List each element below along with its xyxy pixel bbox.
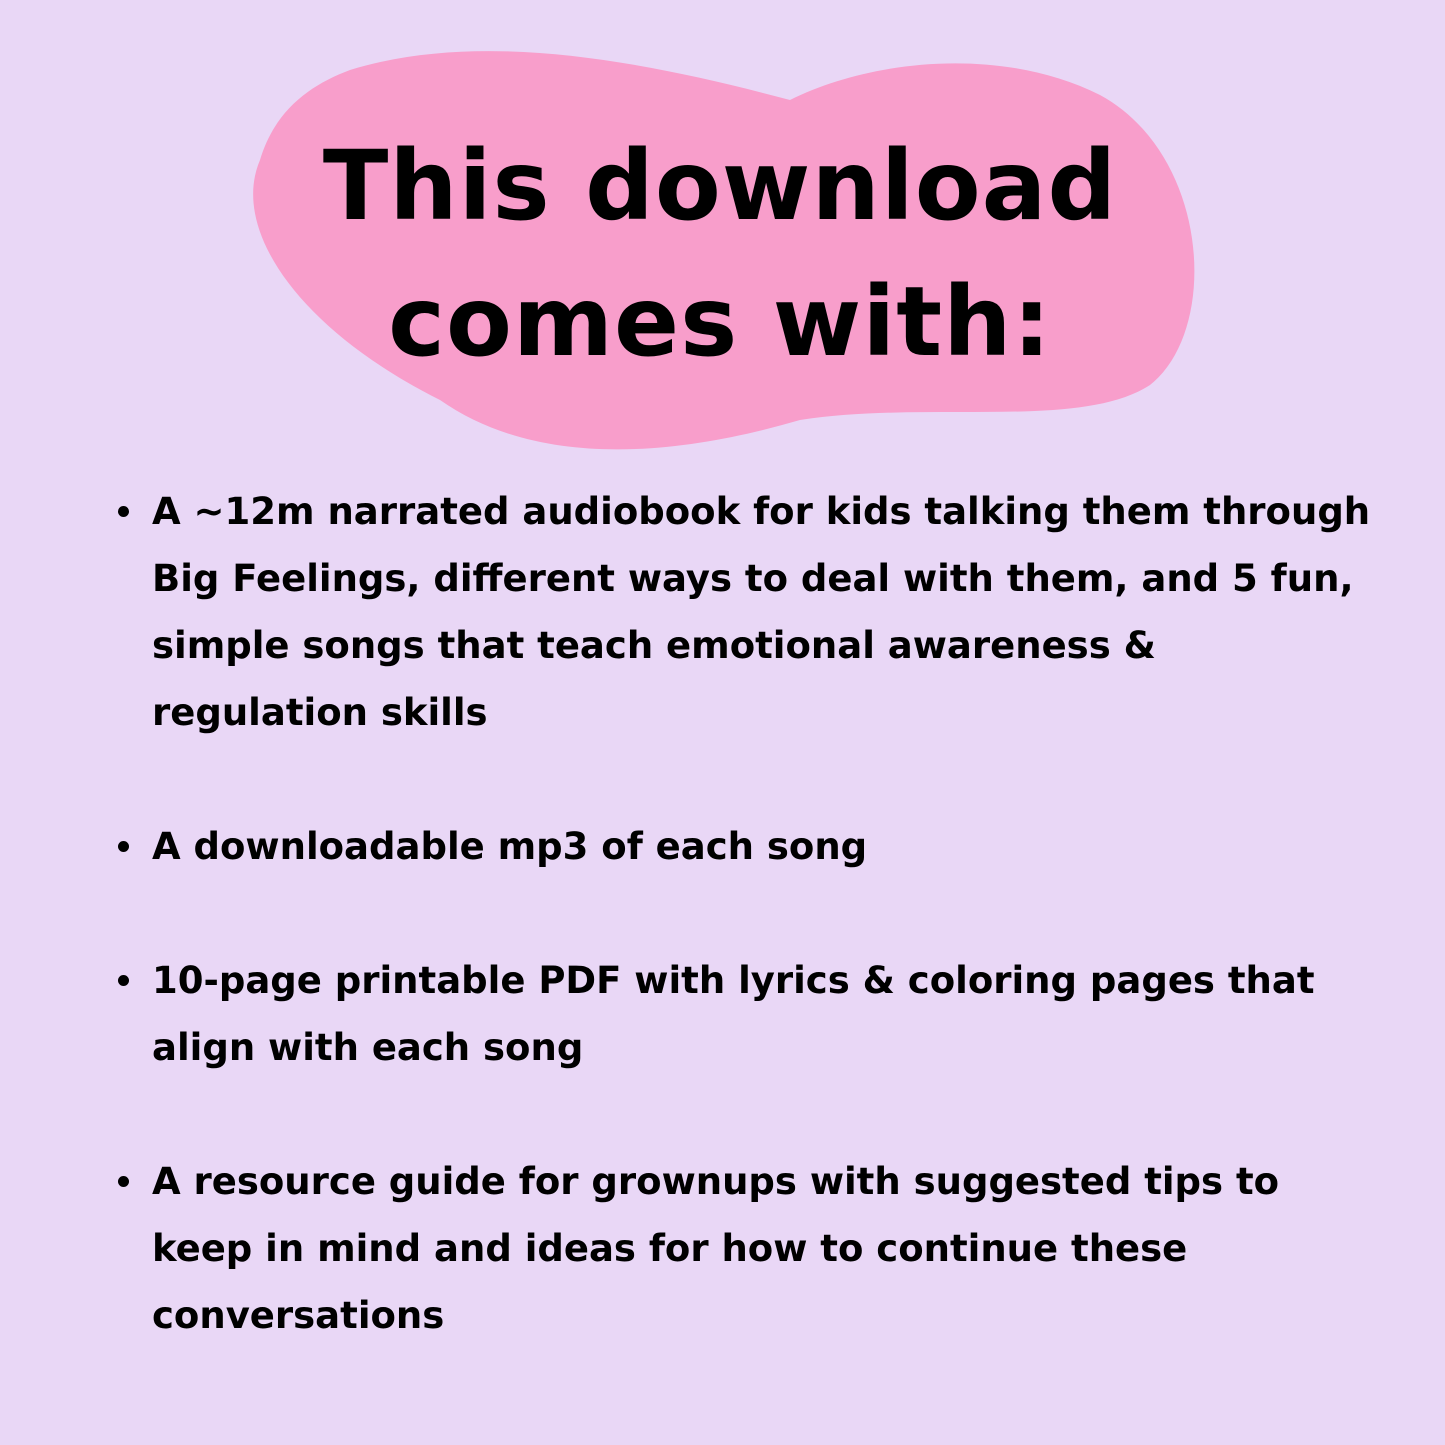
list-item: [110, 947, 1380, 1081]
title-line-1: This download: [322, 130, 1118, 242]
bullet-icon: [118, 1176, 129, 1187]
list-item-text: A ~12m narrated audiobook for kids talking them through Big Feelings, different ways to deal with them, and 5 fun, simple songs that teach emotional awareness & regulation skills: [152, 490, 1371, 734]
page-title: [250, 118, 1190, 390]
title-line-2: comes with:: [388, 266, 1052, 378]
list-item-text: A resource guide for grownups with suggested tips to keep in mind and ideas for how to continue these conversations: [152, 1160, 1280, 1337]
bullet-icon: [118, 841, 129, 852]
bullet-icon: [118, 975, 129, 986]
feature-list: [110, 478, 1380, 1349]
list-item: [110, 478, 1380, 746]
bullet-icon: [118, 506, 129, 517]
list-item: [110, 1148, 1380, 1349]
list-item-text: A downloadable mp3 of each song: [152, 825, 868, 868]
list-item: [110, 813, 1380, 880]
list-item-text: 10-page printable PDF with lyrics & coloring pages that align with each song: [152, 959, 1315, 1069]
